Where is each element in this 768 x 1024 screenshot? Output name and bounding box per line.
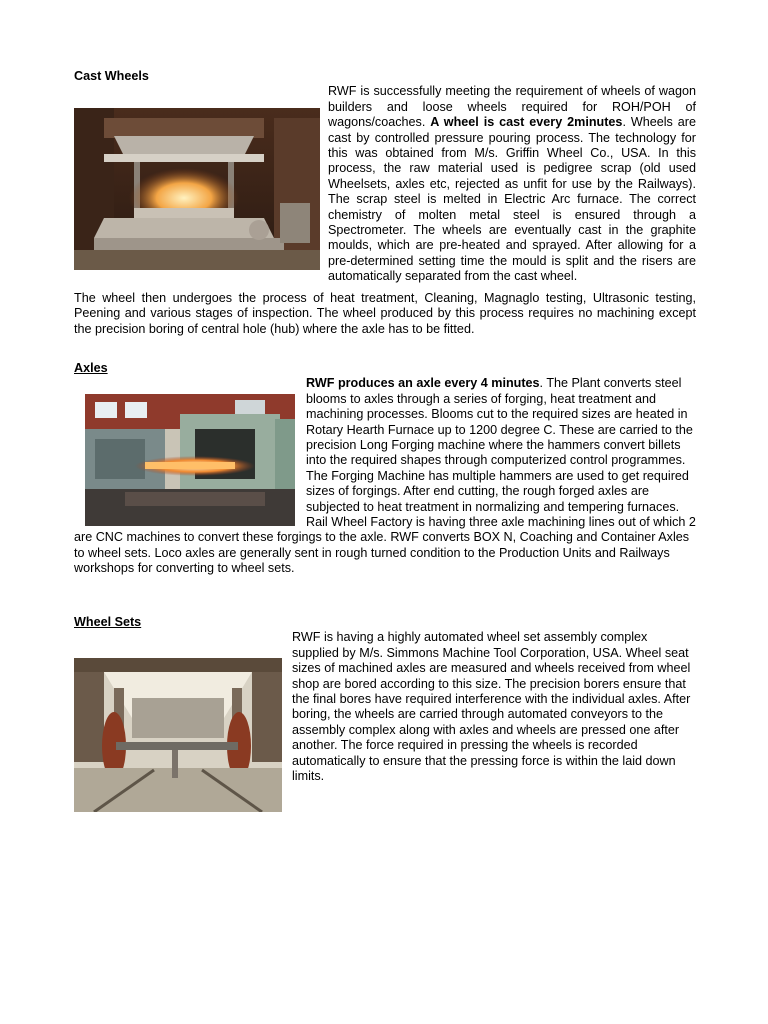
wheel-sets-paragraph: RWF is having a highly automated wheel set assembly complex supplied by M/s. Simmons Machine Tool Corporation, USA. Wheel seat sizes of machined axles are measured and wheels received from wheel shop are bored according to this size. The precision borers ensure that the final bores have required interference with the individual axles. After boring, the wheels are carried through automated conveyors to the assembly complex along with axles and wheels are pressed one after another. The force required in pressing the wheels is recorded automatically to ensure that the pressing force is within the laid down limits. [292,630,691,784]
axles-highlight: RWF produces an axle every 4 minutes [306,376,540,391]
cast-wheels-text [74,84,696,284]
cast-wheels-highlight: A wheel is cast every 2minutes [430,115,623,130]
section-cast-wheels [74,69,696,337]
heading-cast-wheels: Cast Wheels [74,69,149,83]
cast-wheels-heat-treatment-paragraph: The wheel then undergoes the process of heat treatment, Cleaning, Magnaglo testing, Ultrasonic testing, Peening and various stages of inspection. The wheel produced by this process requires no machining except the precision boring of central hole (hub) where the axle has to be fitted. [74,290,696,336]
axle-forging-photo [85,394,295,526]
cast-wheels-intro: RWF is successfully meeting the requirement of wheels of wagon builders and loose wheels required for ROH/POH of wagons/coaches. [328,84,696,130]
heading-wheel-sets: Wheel Sets [74,615,142,629]
section-wheel-sets [74,615,696,814]
axles-body: . The Plant converts steel blooms to axles through a series of forging, heat treatment and machining processes. Blooms cut to the required sizes are heated in Rotary Hearth Furnace up to 1200 degree C. These are carried to the precision Long Forging machine where the hammers convert billets into the required shapes through computerized control programmes. The Forging Machine has multiple hammers are used to get required sizes of forgings. After end cutting, the rough forged axles are subjected to heat treatment in normalizing and tempering furnaces. Rail Wheel Factory is having three axle machining lines out of which 2 are CNC machines to convert these forgings to the axle. RWF converts BOX N, Coaching and Container Axles to wheel sets. Loco axles are generally sent in rough turned condition to the Production Units and Railways workshops for converting to wheel sets. [74,376,696,576]
heading-axles: Axles [74,361,108,375]
section-axles [74,361,696,577]
wheel-sets-text [74,630,696,784]
cast-wheel-machine-photo [74,108,320,270]
cast-wheels-process: . Wheels are cast by controlled pressure pouring process. The technology for this was obtained from M/s. Griffin Wheel Co., USA. In this process, the raw material used is pedigree scrap (old used Wheelsets, axles etc, rejected as unfit for use by the Railways). The scrap steel is melted in Electric Arc furnace. The correct chemistry of molten metal steel is ensured through a Spectrometer. The wheels are eventually cast in the graphite moulds, which are pre-heated and sprayed. After allowing for a pre-determined setting time the mould is split and the risers are automatically separated from the cast wheel. [328,115,696,284]
wheel-set-assembly-photo [74,658,282,812]
axles-text [74,376,696,576]
